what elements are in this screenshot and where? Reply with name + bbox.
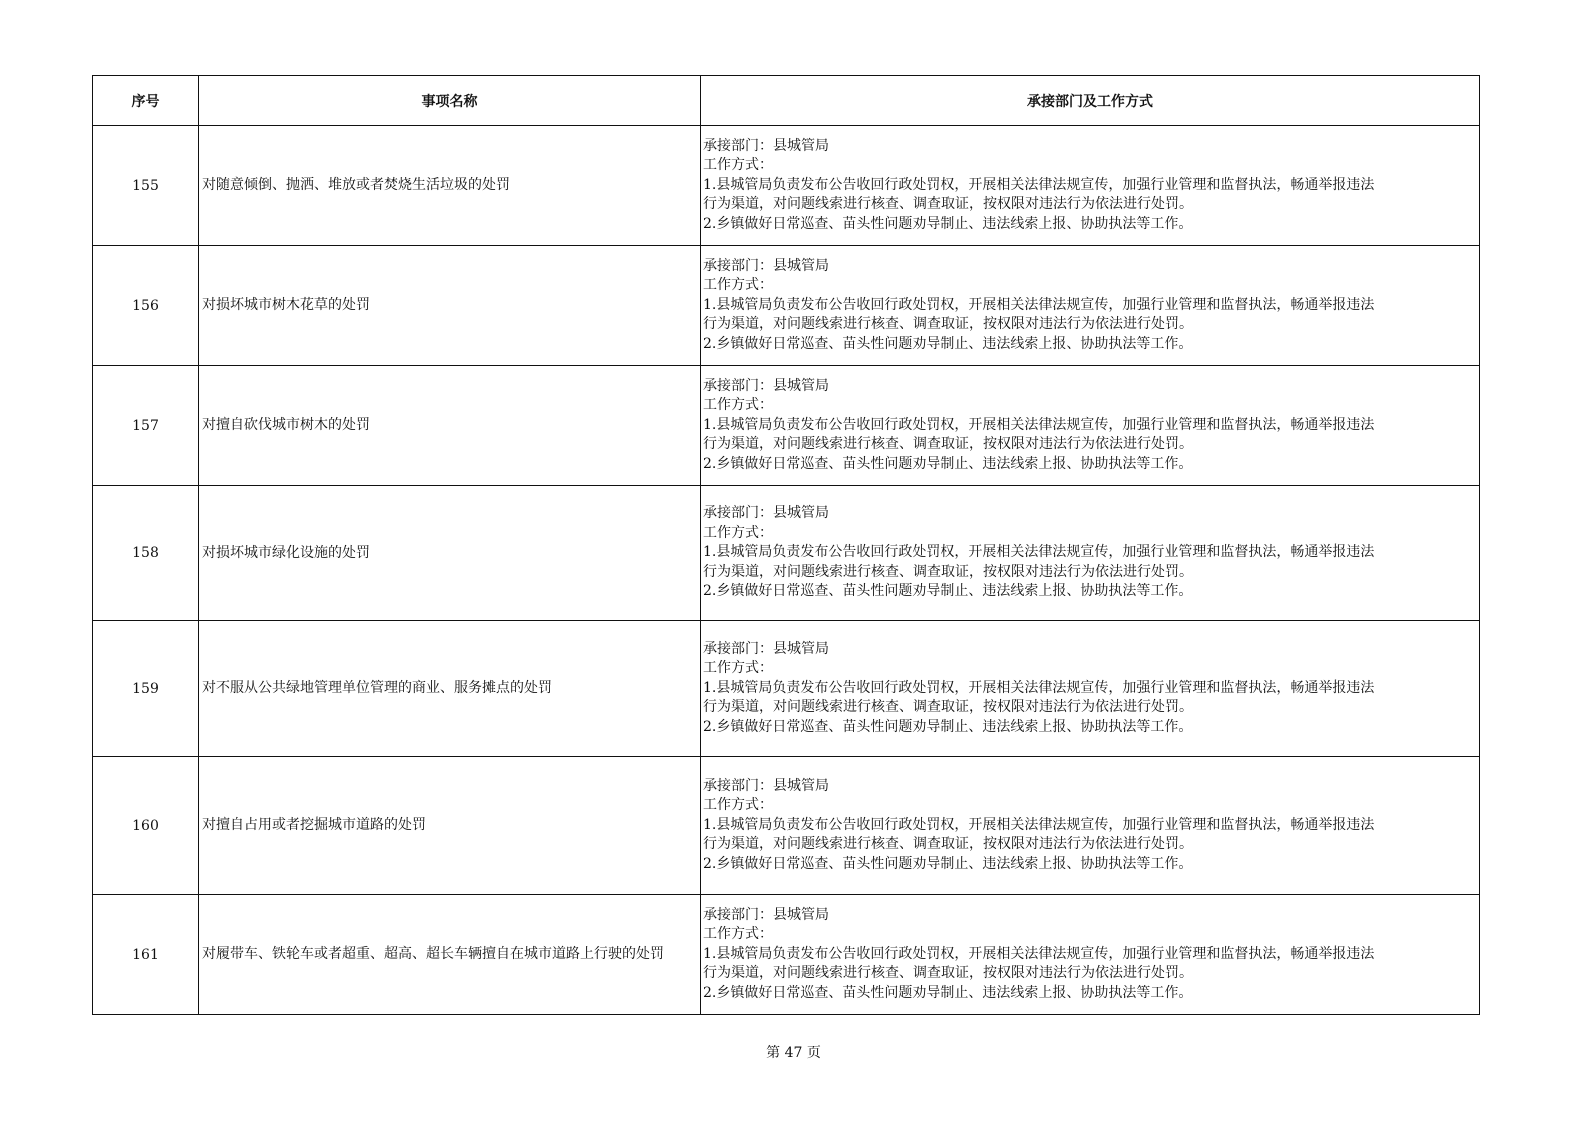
- row-dept: 承接部门：县城管局: [703, 137, 829, 154]
- row-point-2: 2.乡镇做好日常巡查、苗头性问题劝导制止、违法线索上报、协助执法等工作。: [703, 215, 1193, 232]
- row-index: 155: [93, 126, 199, 246]
- row-point-1a: 1.县城管局负责发布公告收回行政处罚权，开展相关法律法规宣传，加强行业管理和监督执法，畅通举报违法: [703, 416, 1375, 433]
- table-row: [93, 366, 1480, 486]
- row-point-2: 2.乡镇做好日常巡查、苗头性问题劝导制止、违法线索上报、协助执法等工作。: [703, 455, 1193, 472]
- row-item-name: 对擅自砍伐城市树木的处罚: [199, 366, 701, 486]
- row-point-1b: 行为渠道，对问题线索进行核查、调查取证，按权限对违法行为依法进行处罚。: [703, 563, 1193, 580]
- row-index: 159: [93, 621, 199, 757]
- row-point-2: 2.乡镇做好日常巡查、苗头性问题劝导制止、违法线索上报、协助执法等工作。: [703, 718, 1193, 735]
- row-point-1a: 1.县城管局负责发布公告收回行政处罚权，开展相关法律法规宣传，加强行业管理和监督执法，畅通举报违法: [703, 816, 1375, 833]
- row-dept: 承接部门：县城管局: [703, 906, 829, 923]
- row-point-2: 2.乡镇做好日常巡查、苗头性问题劝导制止、违法线索上报、协助执法等工作。: [703, 855, 1193, 872]
- row-method-title: 工作方式：: [703, 926, 773, 943]
- row-dept: 承接部门：县城管局: [703, 377, 829, 394]
- header-item-name: 事项名称: [199, 76, 701, 126]
- row-dept: 承接部门：县城管局: [703, 257, 829, 274]
- row-item-name: 对履带车、铁轮车或者超重、超高、超长车辆擅自在城市道路上行驶的处罚: [199, 895, 701, 1015]
- row-index: 156: [93, 246, 199, 366]
- row-method-cell: [701, 366, 1480, 486]
- row-point-1b: 行为渠道，对问题线索进行核查、调查取证，按权限对违法行为依法进行处罚。: [703, 316, 1193, 333]
- row-point-1a: 1.县城管局负责发布公告收回行政处罚权，开展相关法律法规宣传，加强行业管理和监督执法，畅通举报违法: [703, 945, 1375, 962]
- row-method-title: 工作方式：: [703, 660, 773, 677]
- row-point-1a: 1.县城管局负责发布公告收回行政处罚权，开展相关法律法规宣传，加强行业管理和监督执法，畅通举报违法: [703, 176, 1375, 193]
- row-point-1a: 1.县城管局负责发布公告收回行政处罚权，开展相关法律法规宣传，加强行业管理和监督执法，畅通举报违法: [703, 544, 1375, 561]
- row-point-1b: 行为渠道，对问题线索进行核查、调查取证，按权限对违法行为依法进行处罚。: [703, 699, 1193, 716]
- row-dept: 承接部门：县城管局: [703, 640, 829, 657]
- row-item-name: 对不服从公共绿地管理单位管理的商业、服务摊点的处罚: [199, 621, 701, 757]
- table-header-row: [93, 76, 1480, 126]
- row-item-name: 对损坏城市树木花草的处罚: [199, 246, 701, 366]
- row-index: 161: [93, 895, 199, 1015]
- row-method-cell: [701, 621, 1480, 757]
- page-number: 第 47 页: [766, 1045, 821, 1061]
- table-row: [93, 246, 1480, 366]
- table-row: [93, 126, 1480, 246]
- row-method-cell: [701, 126, 1480, 246]
- table-row: [93, 757, 1480, 895]
- row-method-title: 工作方式：: [703, 524, 773, 541]
- row-method-title: 工作方式：: [703, 157, 773, 174]
- row-method-cell: [701, 486, 1480, 621]
- row-item-name: 对损坏城市绿化设施的处罚: [199, 486, 701, 621]
- row-dept: 承接部门：县城管局: [703, 505, 829, 522]
- row-index: 158: [93, 486, 199, 621]
- row-point-2: 2.乡镇做好日常巡查、苗头性问题劝导制止、违法线索上报、协助执法等工作。: [703, 583, 1193, 600]
- row-method-title: 工作方式：: [703, 277, 773, 294]
- header-dept-method: 承接部门及工作方式: [701, 76, 1480, 126]
- table-row: [93, 486, 1480, 621]
- row-item-name: 对随意倾倒、抛洒、堆放或者焚烧生活垃圾的处罚: [199, 126, 701, 246]
- row-point-1b: 行为渠道，对问题线索进行核查、调查取证，按权限对违法行为依法进行处罚。: [703, 836, 1193, 853]
- row-method-cell: [701, 246, 1480, 366]
- row-point-2: 2.乡镇做好日常巡查、苗头性问题劝导制止、违法线索上报、协助执法等工作。: [703, 984, 1193, 1001]
- row-method-cell: [701, 895, 1480, 1015]
- row-point-1a: 1.县城管局负责发布公告收回行政处罚权，开展相关法律法规宣传，加强行业管理和监督执法，畅通举报违法: [703, 679, 1375, 696]
- row-point-1b: 行为渠道，对问题线索进行核查、调查取证，按权限对违法行为依法进行处罚。: [703, 196, 1193, 213]
- row-method-title: 工作方式：: [703, 797, 773, 814]
- row-method-cell: [701, 757, 1480, 895]
- matters-table: [92, 75, 1480, 1015]
- row-index: 157: [93, 366, 199, 486]
- row-point-1a: 1.县城管局负责发布公告收回行政处罚权，开展相关法律法规宣传，加强行业管理和监督执法，畅通举报违法: [703, 296, 1375, 313]
- row-point-2: 2.乡镇做好日常巡查、苗头性问题劝导制止、违法线索上报、协助执法等工作。: [703, 335, 1193, 352]
- row-dept: 承接部门：县城管局: [703, 777, 829, 794]
- row-index: 160: [93, 757, 199, 895]
- row-item-name: 对擅自占用或者挖掘城市道路的处罚: [199, 757, 701, 895]
- table-row: [93, 895, 1480, 1015]
- row-point-1b: 行为渠道，对问题线索进行核查、调查取证，按权限对违法行为依法进行处罚。: [703, 436, 1193, 453]
- row-method-title: 工作方式：: [703, 397, 773, 414]
- row-point-1b: 行为渠道，对问题线索进行核查、调查取证，按权限对违法行为依法进行处罚。: [703, 965, 1193, 982]
- table-row: [93, 621, 1480, 757]
- header-index: 序号: [93, 76, 199, 126]
